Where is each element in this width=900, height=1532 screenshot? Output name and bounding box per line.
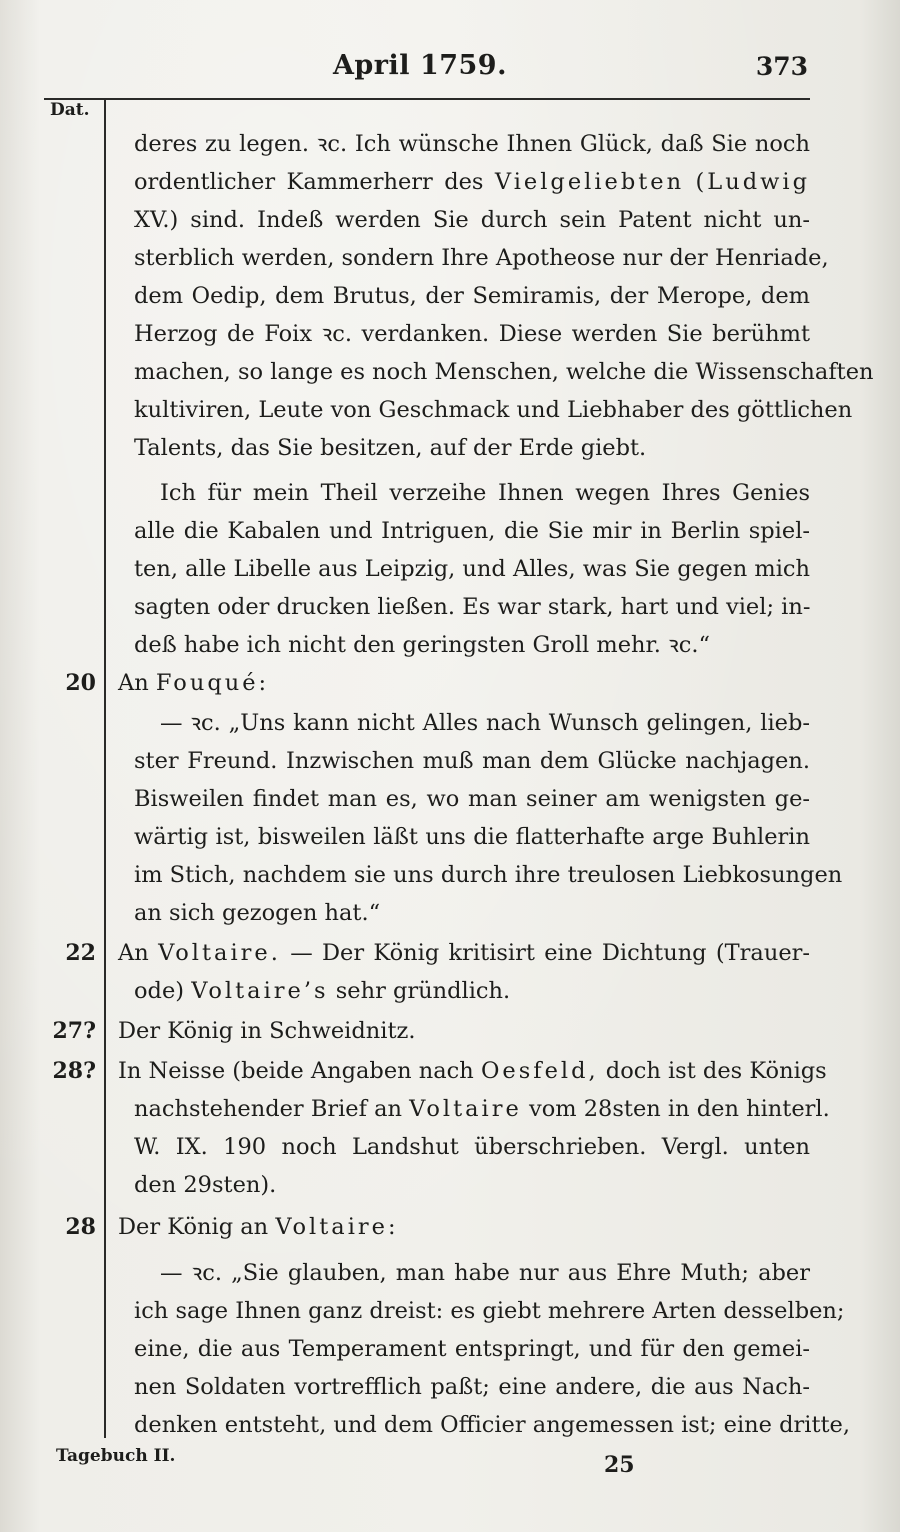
spaced-name: Voltaire’s (191, 978, 329, 1004)
text-line: im Stich, nachdem sie uns durch ihre treulosen Liebkosungen (134, 862, 843, 888)
text-line: ster Freund. Inzwischen muß man dem Glücke nachjagen. (134, 748, 810, 774)
entry-heading (118, 1208, 810, 1246)
text-line: XV.) sind. Indeß werden Sie durch sein Patent nicht un- (134, 207, 810, 233)
text-line: Herzog de Foix ꝛc. verdanken. Diese werden Sie berühmt (134, 321, 810, 347)
text-line: W. IX. 190 noch Landshut überschrieben. Vergl. unten (134, 1134, 810, 1160)
spaced-name: Vielgeliebten (494, 169, 685, 195)
text-line (134, 163, 810, 201)
text-line: Talents, das Sie besitzen, auf der Erde giebt. (134, 435, 647, 461)
text-span: In Neisse (beide Angaben nach (118, 1058, 474, 1084)
spaced-name: Voltaire (409, 1096, 522, 1122)
footer-signature-mark: 25 (604, 1452, 635, 1478)
running-header-title: April 1759. (332, 50, 507, 81)
spaced-name: Fouqué: (155, 670, 270, 696)
text-line: eine, die aus Temperament entspringt, und für den gemei- (134, 1336, 810, 1362)
entry-heading (118, 664, 810, 702)
text-span: nachstehender Brief an (134, 1096, 403, 1122)
text-line: — ꝛc. „Uns kann nicht Alles nach Wunsch gelingen, lieb- (160, 710, 810, 736)
date-column-rule (104, 98, 106, 1438)
text-line: den 29sten). (134, 1172, 277, 1198)
text-span: vom 28sten in den hinterl. (528, 1096, 830, 1122)
footer-volume-label: Tagebuch II. (56, 1446, 176, 1466)
text-span: Der König an (118, 1214, 269, 1240)
text-line: sterblich werden, sondern Ihre Apotheose nur der Henriade, (134, 245, 829, 271)
entry-date: 22 (65, 940, 96, 966)
text-line: denken entsteht, und dem Officier angemessen ist; eine dritte, (134, 1412, 851, 1438)
text-line: kultiviren, Leute von Geschmack und Liebhaber des göttlichen (134, 397, 853, 423)
text-line: Ich für mein Theil verzeihe Ihnen wegen Ihres Genies (160, 480, 810, 506)
text-line: machen, so lange es noch Menschen, welche die Wissenschaften (134, 359, 874, 385)
text-line: wärtig ist, bisweilen läßt uns die flatterhafte arge Buhlerin (134, 824, 810, 850)
text-line: deres zu legen. ꝛc. Ich wünsche Ihnen Glück, daß Sie noch (134, 131, 810, 157)
text-line: an sich gezogen hat.“ (134, 900, 381, 926)
entry-date: 27? (52, 1018, 96, 1044)
spaced-name: (Ludwig (695, 169, 810, 195)
entry-date: 20 (65, 670, 96, 696)
entry-heading: Der König in Schweidnitz. (118, 1018, 416, 1044)
text-line: — ꝛc. „Sie glauben, man habe nur aus Ehre Muth; aber (160, 1260, 810, 1286)
text-span: — Der König kritisirt eine Dichtung (Trauer- (290, 940, 811, 966)
text-line: Bisweilen findet man es, wo man seiner am wenigsten ge- (134, 786, 810, 812)
text-line: dem Oedip, dem Brutus, der Semiramis, der Merope, dem (134, 283, 810, 309)
text-span: doch ist des Königs (605, 1058, 827, 1084)
text-line: nen Soldaten vortrefflich paßt; eine andere, die aus Nach- (134, 1374, 810, 1400)
text-line (134, 972, 810, 1010)
date-column-label: Dat. (50, 100, 90, 120)
entry-date: 28 (65, 1214, 96, 1240)
entry-heading (118, 1052, 827, 1090)
entry-heading (118, 934, 810, 972)
entry-date: 28? (52, 1058, 96, 1084)
spaced-name: Oesfeld, (480, 1058, 599, 1084)
text-span: ode) (134, 978, 185, 1004)
text-line (134, 1090, 830, 1128)
text-span: sehr gründlich. (335, 978, 511, 1004)
text-span: An (118, 940, 149, 966)
text-line: alle die Kabalen und Intriguen, die Sie mir in Berlin spiel- (134, 518, 810, 544)
text-line: ich sage Ihnen ganz dreist: es giebt mehrere Arten desselben; (134, 1298, 845, 1324)
text-line: sagten oder drucken ließen. Es war stark, hart und viel; in- (134, 594, 811, 620)
header-rule (44, 98, 810, 100)
text-span: An (118, 670, 149, 696)
text-span: ordentlicher Kammerherr des (134, 169, 484, 195)
spaced-name: Voltaire. (158, 940, 281, 966)
page-number: 373 (755, 52, 808, 81)
text-line: deß habe ich nicht den geringsten Groll mehr. ꝛc.“ (134, 632, 711, 658)
spaced-name: Voltaire: (275, 1214, 399, 1240)
text-line: ten, alle Libelle aus Leipzig, und Alles, was Sie gegen mich (134, 556, 810, 582)
